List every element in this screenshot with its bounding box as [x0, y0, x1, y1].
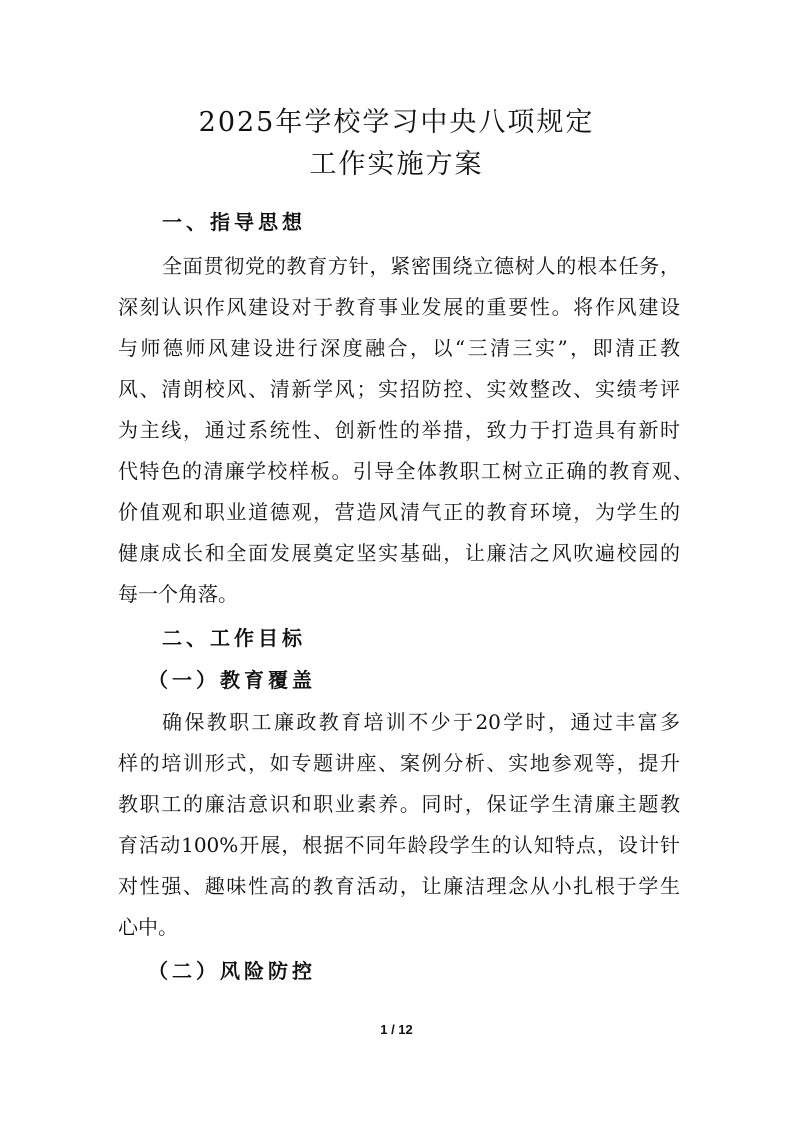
- paragraph-line: 确保教职工廉政教育培训不少于20学时，通过丰富多: [162, 710, 680, 734]
- page-number: 1 / 12: [380, 1022, 413, 1037]
- paragraph-line: 为主线，通过系统性、创新性的举措，致力于打造具有新时: [118, 418, 680, 442]
- paragraph-line: 风、清朗校风、清新学风；实招防控、实效整改、实绩考评: [118, 377, 680, 401]
- paragraph-line: 心中。: [118, 915, 178, 939]
- paragraph-line: 健康成长和全面发展奠定坚实基础，让廉洁之风吹遍校园的: [118, 541, 680, 565]
- section-heading: 二、工作目标: [162, 626, 306, 650]
- subsection-heading: （二）风险防控: [148, 959, 316, 983]
- section-heading: 一、指导思想: [162, 210, 306, 234]
- subsection-heading: （一）教育覆盖: [148, 668, 316, 692]
- document-title-line-1: 2025年学校学习中央八项规定: [198, 107, 595, 138]
- paragraph-line: 深刻认识作风建设对于教育事业发展的重要性。将作风建设: [118, 295, 680, 319]
- paragraph-line: 价值观和职业道德观，营造风清气正的教育环境，为学生的: [118, 500, 680, 524]
- paragraph-line: 育活动100%开展，根据不同年龄段学生的认知特点，设计针: [118, 833, 680, 857]
- paragraph-line: 与师德师风建设进行深度融合，以“三清三实”，即清正教: [118, 336, 680, 360]
- paragraph-line: 每一个角落。: [118, 582, 238, 606]
- paragraph-line: 全面贯彻党的教育方针，紧密围绕立德树人的根本任务，: [162, 254, 680, 278]
- paragraph-line: 样的培训形式，如专题讲座、案例分析、实地参观等，提升: [118, 751, 680, 775]
- paragraph-line: 教职工的廉洁意识和职业素养。同时，保证学生清廉主题教: [118, 792, 680, 816]
- paragraph-line: 对性强、趣味性高的教育活动，让廉洁理念从小扎根于学生: [118, 874, 680, 898]
- document-title-line-2: 工作实施方案: [309, 149, 484, 180]
- paragraph-line: 代特色的清廉学校样板。引导全体教职工树立正确的教育观、: [118, 459, 693, 483]
